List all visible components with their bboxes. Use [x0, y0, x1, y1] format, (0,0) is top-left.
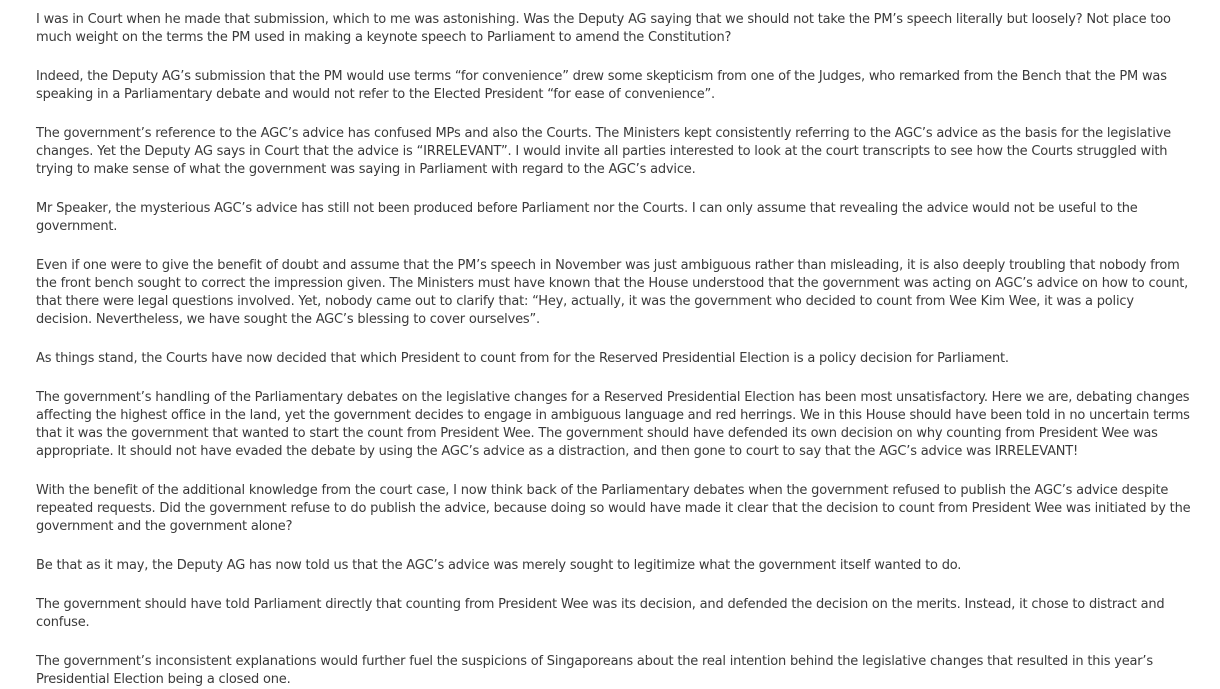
paragraph: I was in Court when he made that submission, which to me was astonishing. Was the Deputy AG saying that we should not take the PM’s speech literally but loosely? Not place too much weight on the terms the PM used in making a keynote speech to Parliament to amend the Constitution? — [36, 12, 1171, 45]
paragraph: The government’s reference to the AGC’s advice has confused MPs and also the Courts. The Ministers kept consistently referring to the AGC’s advice as the basis for the legislative changes. Yet the Deputy AG says in Court that the advice is “IRRELEVANT”. I would invite all parties interested to look at the court transcripts to see how the Courts struggled with trying to make sense of what the government was saying in Parliament with regard to the AGC’s advice. — [36, 126, 1171, 177]
paragraph: The government’s inconsistent explanations would further fuel the suspicions of Singaporeans about the real intention behind the legislative changes that resulted in this year’s Presidential Election being a closed one. — [36, 654, 1153, 687]
paragraph: Be that as it may, the Deputy AG has now told us that the AGC’s advice was merely sought to legitimize what the government itself wanted to do. — [36, 558, 962, 573]
paragraph: With the benefit of the additional knowledge from the court case, I now think back of the Parliamentary debates when the government refused to publish the AGC’s advice despite repeated requests. Did the government refuse to do publish the advice, because doing so would have made it clear that the decision to count from President Wee was initiated by the government and the government alone? — [36, 483, 1191, 534]
paragraph: Indeed, the Deputy AG’s submission that the PM would use terms “for convenience” drew some skepticism from one of the Judges, who remarked from the Bench that the PM was speaking in a Parliamentary debate and would not refer to the Elected President “for ease of convenience”. — [36, 69, 1167, 102]
paragraph: The government’s handling of the Parliamentary debates on the legislative changes for a Reserved Presidential Election has been most unsatisfactory. Here we are, debating changes affecting the highest office in the land, yet the government decides to engage in ambiguous language and red herrings. We in this House should have been told in no uncertain terms that it was the government that wanted to start the count from President Wee. The government should have defended its own decision on why counting from President Wee was appropriate. It should not have evaded the debate by using the AGC’s advice as a distraction, and then gone to court to say that the AGC’s advice was IRRELEVANT! — [36, 390, 1190, 459]
paragraph: The government should have told Parliament directly that counting from President Wee was its decision, and defended the decision on the merits. Instead, it chose to distract and confuse. — [36, 597, 1165, 630]
paragraph: As things stand, the Courts have now decided that which President to count from for the Reserved Presidential Election is a policy decision for Parliament. — [36, 351, 1009, 366]
article-body — [36, 11, 1192, 689]
paragraph: Even if one were to give the benefit of doubt and assume that the PM’s speech in November was just ambiguous rather than misleading, it is also deeply troubling that nobody from the front bench sought to correct the impression given. The Ministers must have known that the House understood that the government was acting on AGC’s advice on how to count, that there were legal questions involved. Yet, nobody came out to clarify that: “Hey, actually, it was the government who decided to count from Wee Kim Wee, it was a policy decision. Nevertheless, we have sought the AGC’s blessing to cover ourselves”. — [36, 258, 1189, 327]
paragraph: Mr Speaker, the mysterious AGC’s advice has still not been produced before Parliament nor the Courts. I can only assume that revealing the advice would not be useful to the government. — [36, 201, 1138, 234]
